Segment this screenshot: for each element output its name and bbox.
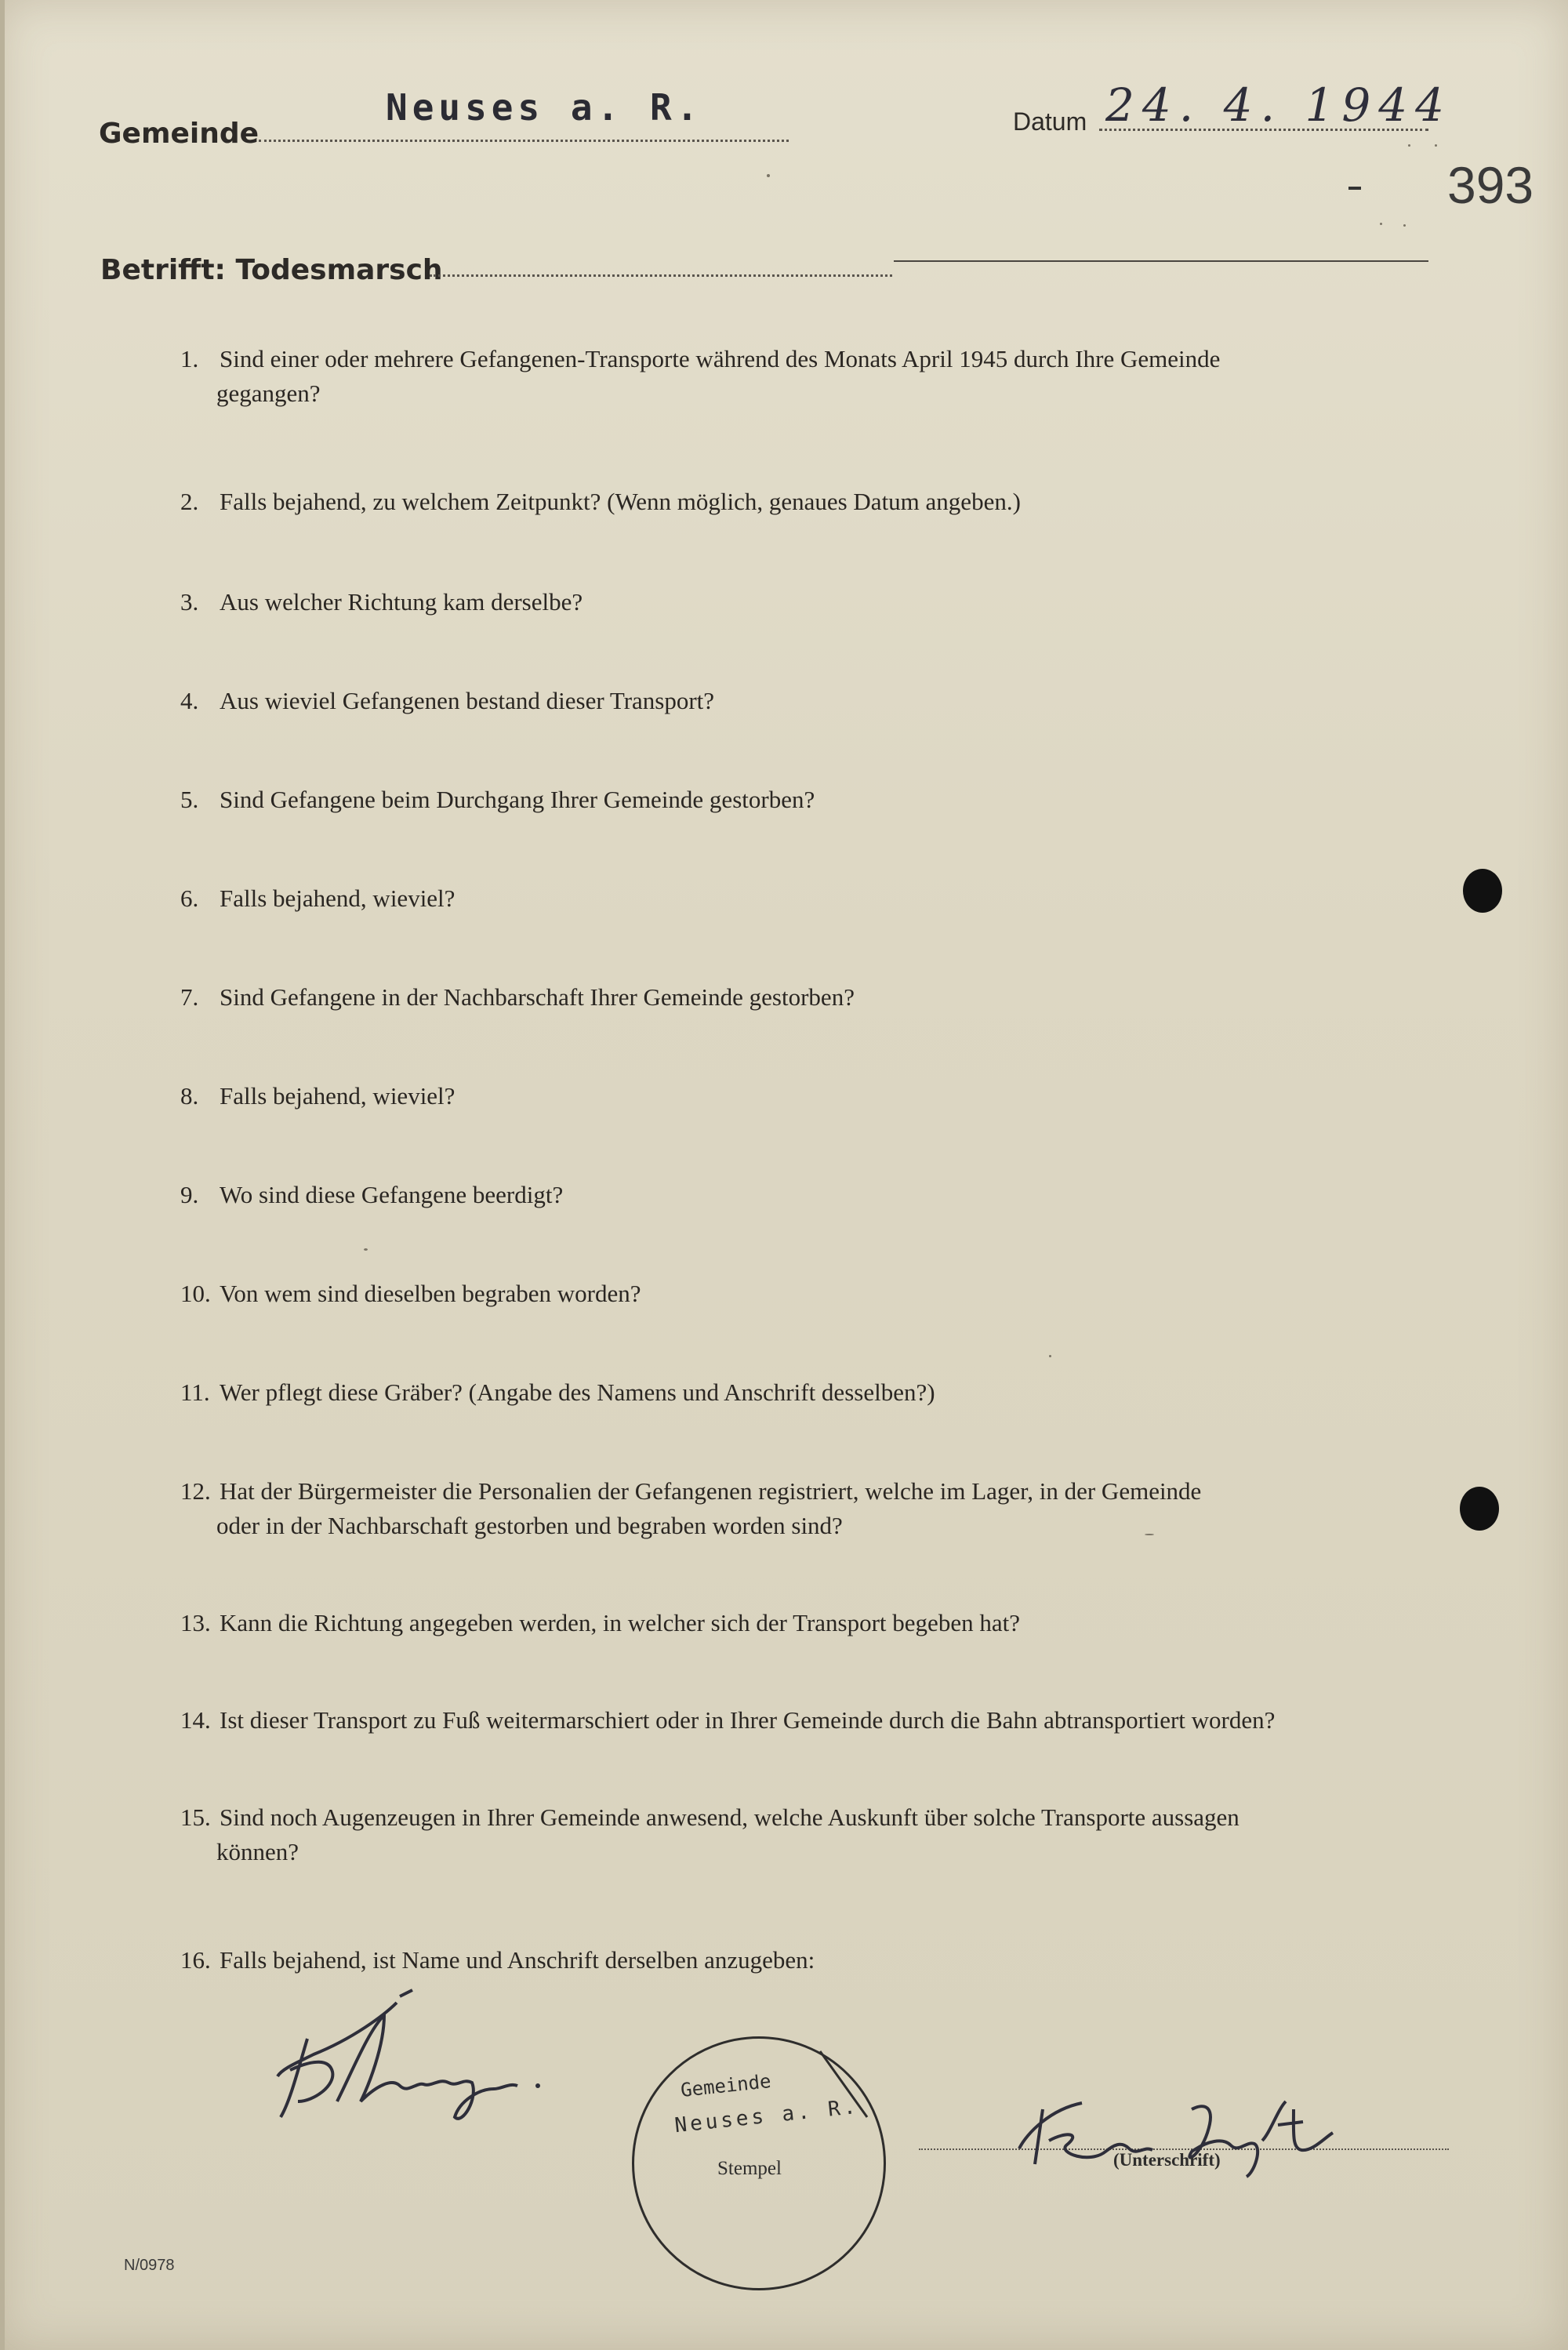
question-number: 6. bbox=[180, 884, 199, 912]
question-number: 2. bbox=[180, 488, 199, 515]
question-text: Kann die Richtung angegeben werden, in welcher sich der Transport begeben hat? bbox=[220, 1609, 1020, 1636]
betrifft-solid-line bbox=[894, 260, 1428, 262]
question-14 bbox=[180, 1703, 1450, 1738]
question-text-continued: oder in der Nachbarschaft gestorben und begraben worden sind? bbox=[216, 1512, 843, 1539]
question-number: 16. bbox=[180, 1946, 211, 1974]
question-text: Ist dieser Transport zu Fuß weitermarschiert oder in Ihrer Gemeinde durch die Bahn abtransportiert worden? bbox=[220, 1706, 1276, 1734]
stamp-line-mark bbox=[815, 2047, 878, 2141]
footer-code: N/0978 bbox=[124, 2257, 175, 2274]
page-number: 393 bbox=[1447, 156, 1534, 214]
question-number: 8. bbox=[180, 1082, 199, 1110]
stamp-text-gemeinde: Gemeinde bbox=[679, 2070, 772, 2101]
question-number: 12. bbox=[180, 1477, 211, 1505]
question-number: 9. bbox=[180, 1181, 199, 1208]
datum-label: Datum bbox=[1013, 107, 1087, 136]
question-16 bbox=[180, 1943, 1450, 1978]
question-text: Falls bejahend, zu welchem Zeitpunkt? (Wenn möglich, genaues Datum angeben.) bbox=[220, 488, 1021, 515]
question-5 bbox=[180, 783, 1450, 817]
question-text: Falls bejahend, wieviel? bbox=[220, 1082, 456, 1110]
question-4 bbox=[180, 684, 1450, 718]
page-edge bbox=[0, 0, 5, 2350]
question-text: Hat der Bürgermeister die Personalien der Gefangenen registriert, welche im Lager, in der Gemeinde bbox=[220, 1477, 1202, 1505]
question-number: 13. bbox=[180, 1609, 211, 1636]
question-number: 10. bbox=[180, 1280, 211, 1307]
gemeinde-label: Gemeinde bbox=[99, 118, 260, 150]
betrifft-dotted-line bbox=[430, 274, 892, 277]
question-text: Falls bejahend, wieviel? bbox=[220, 884, 456, 912]
question-text: Sind Gefangene beim Durchgang Ihrer Gemeinde gestorben? bbox=[220, 786, 815, 813]
gemeinde-dotted-line bbox=[259, 140, 789, 142]
question-text: Sind Gefangene in der Nachbarschaft Ihrer Gemeinde gestorben? bbox=[220, 983, 855, 1011]
question-text: Aus welcher Richtung kam derselbe? bbox=[220, 588, 583, 616]
question-text: Falls bejahend, ist Name und Anschrift derselben anzugeben: bbox=[220, 1946, 815, 1974]
question-text: Sind einer oder mehrere Gefangenen-Transporte während des Monats April 1945 durch Ihre Gemeinde bbox=[220, 345, 1221, 372]
question-12 bbox=[180, 1474, 1450, 1543]
question-number: 15. bbox=[180, 1803, 211, 1831]
question-text-continued: können? bbox=[216, 1838, 299, 1865]
datum-value: 24. 4. 1944 bbox=[1105, 78, 1453, 132]
question-7 bbox=[180, 980, 1450, 1015]
question-2 bbox=[180, 485, 1450, 519]
left-signature bbox=[267, 1984, 549, 2141]
question-text: Von wem sind dieselben begraben worden? bbox=[220, 1280, 641, 1307]
question-number: 3. bbox=[180, 588, 199, 616]
question-9 bbox=[180, 1178, 1450, 1212]
stamp-label: Stempel bbox=[717, 2158, 782, 2179]
question-text: Aus wieviel Gefangenen bestand dieser Transport? bbox=[220, 687, 715, 714]
question-15 bbox=[180, 1800, 1450, 1869]
question-1 bbox=[180, 342, 1450, 411]
gemeinde-value: Neuses a. R. bbox=[386, 86, 703, 129]
question-number: 4. bbox=[180, 687, 199, 714]
question-number: 7. bbox=[180, 983, 199, 1011]
question-text: Sind noch Augenzeugen in Ihrer Gemeinde anwesend, welche Auskunft über solche Transporte aussagen bbox=[220, 1803, 1240, 1831]
punch-hole-top bbox=[1463, 869, 1502, 913]
question-number: 14. bbox=[180, 1706, 211, 1734]
question-number: 11. bbox=[180, 1378, 210, 1406]
question-text-continued: gegangen? bbox=[216, 380, 321, 407]
punch-hole-bottom bbox=[1460, 1487, 1499, 1531]
question-3 bbox=[180, 585, 1450, 619]
question-text: Wo sind diese Gefangene beerdigt? bbox=[220, 1181, 564, 1208]
question-10 bbox=[180, 1277, 1450, 1311]
question-number: 1. bbox=[180, 345, 199, 372]
question-13 bbox=[180, 1606, 1450, 1640]
question-text: Wer pflegt diese Gräber? (Angabe des Namens und Anschrift desselben?) bbox=[220, 1378, 935, 1406]
question-number: 5. bbox=[180, 786, 199, 813]
question-11 bbox=[180, 1375, 1450, 1410]
stamp-text-place: Neuses a. R. bbox=[673, 2094, 860, 2138]
question-8 bbox=[180, 1079, 1450, 1113]
page-mark bbox=[1348, 187, 1361, 190]
question-6 bbox=[180, 881, 1450, 916]
betrifft-label: Betrifft: Todesmarsch bbox=[100, 254, 443, 286]
signature-label: (Unterschrift) bbox=[1113, 2150, 1221, 2170]
